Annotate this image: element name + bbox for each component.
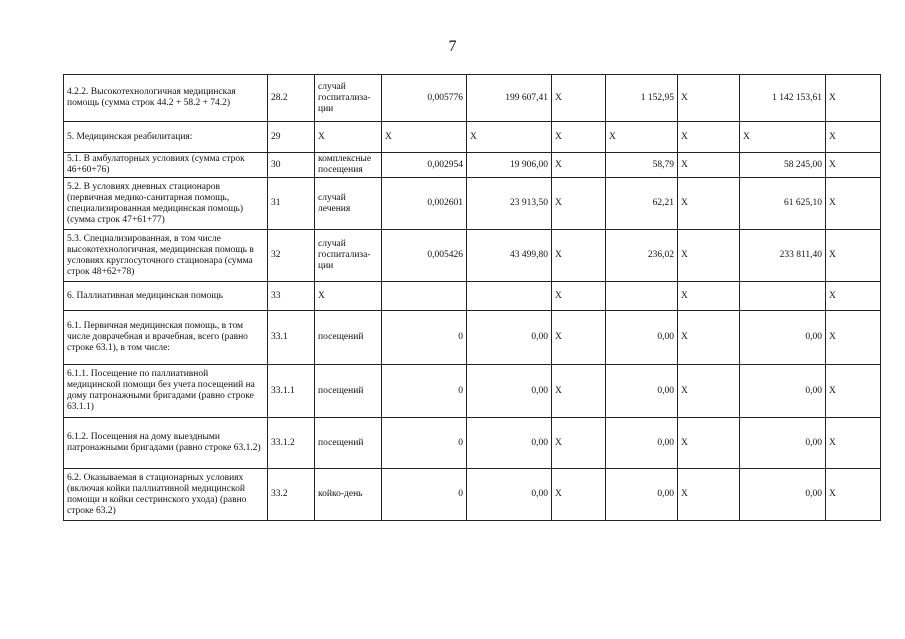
row-col9: 58 245,00 — [740, 153, 826, 178]
row-col8: Х — [678, 75, 740, 122]
row-col8: Х — [678, 418, 740, 469]
row-norm: 0,005426 — [382, 230, 467, 282]
row-col9: 233 811,40 — [740, 230, 826, 282]
row-code: 29 — [268, 122, 315, 153]
row-norm: Х — [382, 122, 467, 153]
table-row — [64, 230, 881, 282]
row-col6: Х — [552, 311, 606, 365]
row-col8: Х — [678, 122, 740, 153]
table-row — [64, 365, 881, 418]
financing-table — [63, 74, 881, 521]
row-col10: Х — [826, 418, 881, 469]
row-col7: 0,00 — [606, 418, 678, 469]
row-unit: койко-день — [315, 469, 382, 521]
row-col8: Х — [678, 230, 740, 282]
row-code: 28.2 — [268, 75, 315, 122]
row-col9: 0,00 — [740, 469, 826, 521]
row-cost: 43 499,80 — [467, 230, 552, 282]
row-cost: 19 906,00 — [467, 153, 552, 178]
row-code: 31 — [268, 178, 315, 230]
row-col10: Х — [826, 365, 881, 418]
row-col10: Х — [826, 75, 881, 122]
row-norm — [382, 282, 467, 311]
row-col9: 0,00 — [740, 418, 826, 469]
row-cost: 199 607,41 — [467, 75, 552, 122]
row-col9: Х — [740, 122, 826, 153]
row-unit: случай госпитализа-ции — [315, 75, 382, 122]
row-col6: Х — [552, 365, 606, 418]
row-unit: комплексные посещения — [315, 153, 382, 178]
table-row — [64, 311, 881, 365]
row-col7: 0,00 — [606, 311, 678, 365]
table-row — [64, 153, 881, 178]
row-description: 6.1.1. Посещение по паллиативной медицинской помощи без учета посещений на дому патронажными бригадами (равно строке 63.1.1) — [64, 365, 268, 418]
row-col6: Х — [552, 153, 606, 178]
row-unit: посещений — [315, 418, 382, 469]
row-col7: Х — [606, 122, 678, 153]
row-description: 6.1.2. Посещения на дому выездными патронажными бригадами (равно строке 63.1.2) — [64, 418, 268, 469]
row-col7 — [606, 282, 678, 311]
row-description: 5. Медицинская реабилитация: — [64, 122, 268, 153]
row-col6: Х — [552, 418, 606, 469]
row-unit: посещений — [315, 311, 382, 365]
table-row — [64, 418, 881, 469]
row-col7: 62,21 — [606, 178, 678, 230]
row-description: 6.1. Первичная медицинская помощь, в том числе доврачебная и врачебная, всего (равно строке 63.1), в том числе: — [64, 311, 268, 365]
row-col10: Х — [826, 153, 881, 178]
row-col7: 0,00 — [606, 469, 678, 521]
row-col6: Х — [552, 230, 606, 282]
row-cost — [467, 282, 552, 311]
row-col10: Х — [826, 282, 881, 311]
row-description: 4.2.2. Высокотехнологичная медицинская помощь (сумма строк 44.2 + 58.2 + 74.2) — [64, 75, 268, 122]
row-unit: Х — [315, 282, 382, 311]
row-col8: Х — [678, 311, 740, 365]
row-col10: Х — [826, 469, 881, 521]
row-col9 — [740, 282, 826, 311]
row-norm: 0,005776 — [382, 75, 467, 122]
row-col8: Х — [678, 365, 740, 418]
row-col9: 0,00 — [740, 311, 826, 365]
row-cost: 0,00 — [467, 365, 552, 418]
row-col6: Х — [552, 178, 606, 230]
row-cost: 0,00 — [467, 311, 552, 365]
row-col9: 1 142 153,61 — [740, 75, 826, 122]
row-norm: 0 — [382, 418, 467, 469]
row-col10: Х — [826, 230, 881, 282]
row-col8: Х — [678, 178, 740, 230]
row-col7: 236,02 — [606, 230, 678, 282]
row-code: 33.1.1 — [268, 365, 315, 418]
row-cost: 23 913,50 — [467, 178, 552, 230]
row-unit: случай госпитализа-ции — [315, 230, 382, 282]
row-col9: 61 625,10 — [740, 178, 826, 230]
row-code: 32 — [268, 230, 315, 282]
row-norm: 0,002601 — [382, 178, 467, 230]
row-col6: Х — [552, 75, 606, 122]
row-description: 6.2. Оказываемая в стационарных условиях (включая койки паллиативной медицинской помощи и койки сестринского ухода) (равно строке 63.2) — [64, 469, 268, 521]
row-col8: Х — [678, 282, 740, 311]
row-unit: Х — [315, 122, 382, 153]
row-norm: 0,002954 — [382, 153, 467, 178]
row-col10: Х — [826, 122, 881, 153]
row-code: 33 — [268, 282, 315, 311]
row-cost: 0,00 — [467, 469, 552, 521]
row-col7: 0,00 — [606, 365, 678, 418]
row-description: 5.3. Специализированная, в том числе высокотехнологичная, медицинская помощь в условиях круглосуточного стационара (сумма строк 48+62+78) — [64, 230, 268, 282]
row-col8: Х — [678, 469, 740, 521]
page-number: 7 — [448, 38, 457, 55]
row-description: 5.2. В условиях дневных стационаров (первичная медико-санитарная помощь, специализированная медицинская помощь) (сумма строк 47+61+77) — [64, 178, 268, 230]
row-unit: посещений — [315, 365, 382, 418]
row-cost: Х — [467, 122, 552, 153]
table-row — [64, 282, 881, 311]
row-code: 33.1.2 — [268, 418, 315, 469]
row-col6: Х — [552, 469, 606, 521]
row-unit: случай лечения — [315, 178, 382, 230]
row-col9: 0,00 — [740, 365, 826, 418]
table-row — [64, 178, 881, 230]
row-description: 6. Паллиативная медицинская помощь — [64, 282, 268, 311]
row-col6: Х — [552, 282, 606, 311]
row-norm: 0 — [382, 365, 467, 418]
row-col7: 58,79 — [606, 153, 678, 178]
row-cost: 0,00 — [467, 418, 552, 469]
row-code: 33.2 — [268, 469, 315, 521]
row-norm: 0 — [382, 311, 467, 365]
row-col10: Х — [826, 311, 881, 365]
row-description: 5.1. В амбулаторных условиях (сумма строк 46+60+76) — [64, 153, 268, 178]
row-col6: Х — [552, 122, 606, 153]
table-row — [64, 75, 881, 122]
row-code: 33.1 — [268, 311, 315, 365]
row-norm: 0 — [382, 469, 467, 521]
row-code: 30 — [268, 153, 315, 178]
table-row — [64, 469, 881, 521]
table-row — [64, 122, 881, 153]
row-col8: Х — [678, 153, 740, 178]
row-col7: 1 152,95 — [606, 75, 678, 122]
row-col10: Х — [826, 178, 881, 230]
